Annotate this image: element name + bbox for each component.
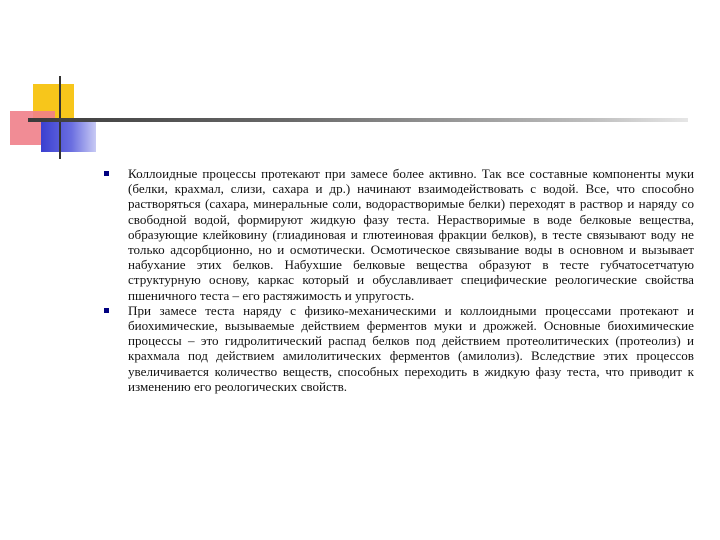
bullet-item-1	[104, 166, 694, 303]
decor-horizontal-rule	[28, 118, 688, 122]
decor-blue-gradient-bar	[41, 118, 96, 152]
bullet-text-1: Коллоидные процессы протекают при замесе более активно. Так все составные компоненты муки (белки, крахмал, слизи, сахара и др.) начинают взаимодействовать с водой. Все, что способно растворяться (сахара, минеральные соли, водорастворимые белки) переходят в раствор и наряду со свободной водой, формируют жидкую фазу теста. Нерастворимые в воде белковые вещества, образующие клейковину (глиадиновая и глютеиновая фракции белков), в тесте связывают воду не только адсорбционно, но и осмотически. Осмотическое связывание воды в основном и вызывает набухание этих белков. Набухшие белковые вещества образуют в тесте губчатосетчатую структурную основу, каркас который и обуславливает специфические реологические свойства пшеничного теста – его растяжимость и упругость.	[128, 166, 694, 303]
bullet-text-2: При замесе теста наряду с физико-механическими и коллоидными процессами протекают и биохимические, вызываемые действием ферментов муки и дрожжей. Основные биохимические процессы – это гидролитический распад белков под действием протеолитических (протеолиз) и крахмала под действием амилолитических ферментов (амилолиз). Вследствие этих процессов увеличивается количество веществ, способных переходить в жидкую фазу теста, что приводит к изменению его реологических свойств.	[128, 302, 694, 394]
square-bullet-icon	[104, 171, 109, 176]
bullet-item-2	[104, 303, 694, 394]
bullet-list	[104, 166, 694, 394]
square-bullet-icon	[104, 308, 109, 313]
